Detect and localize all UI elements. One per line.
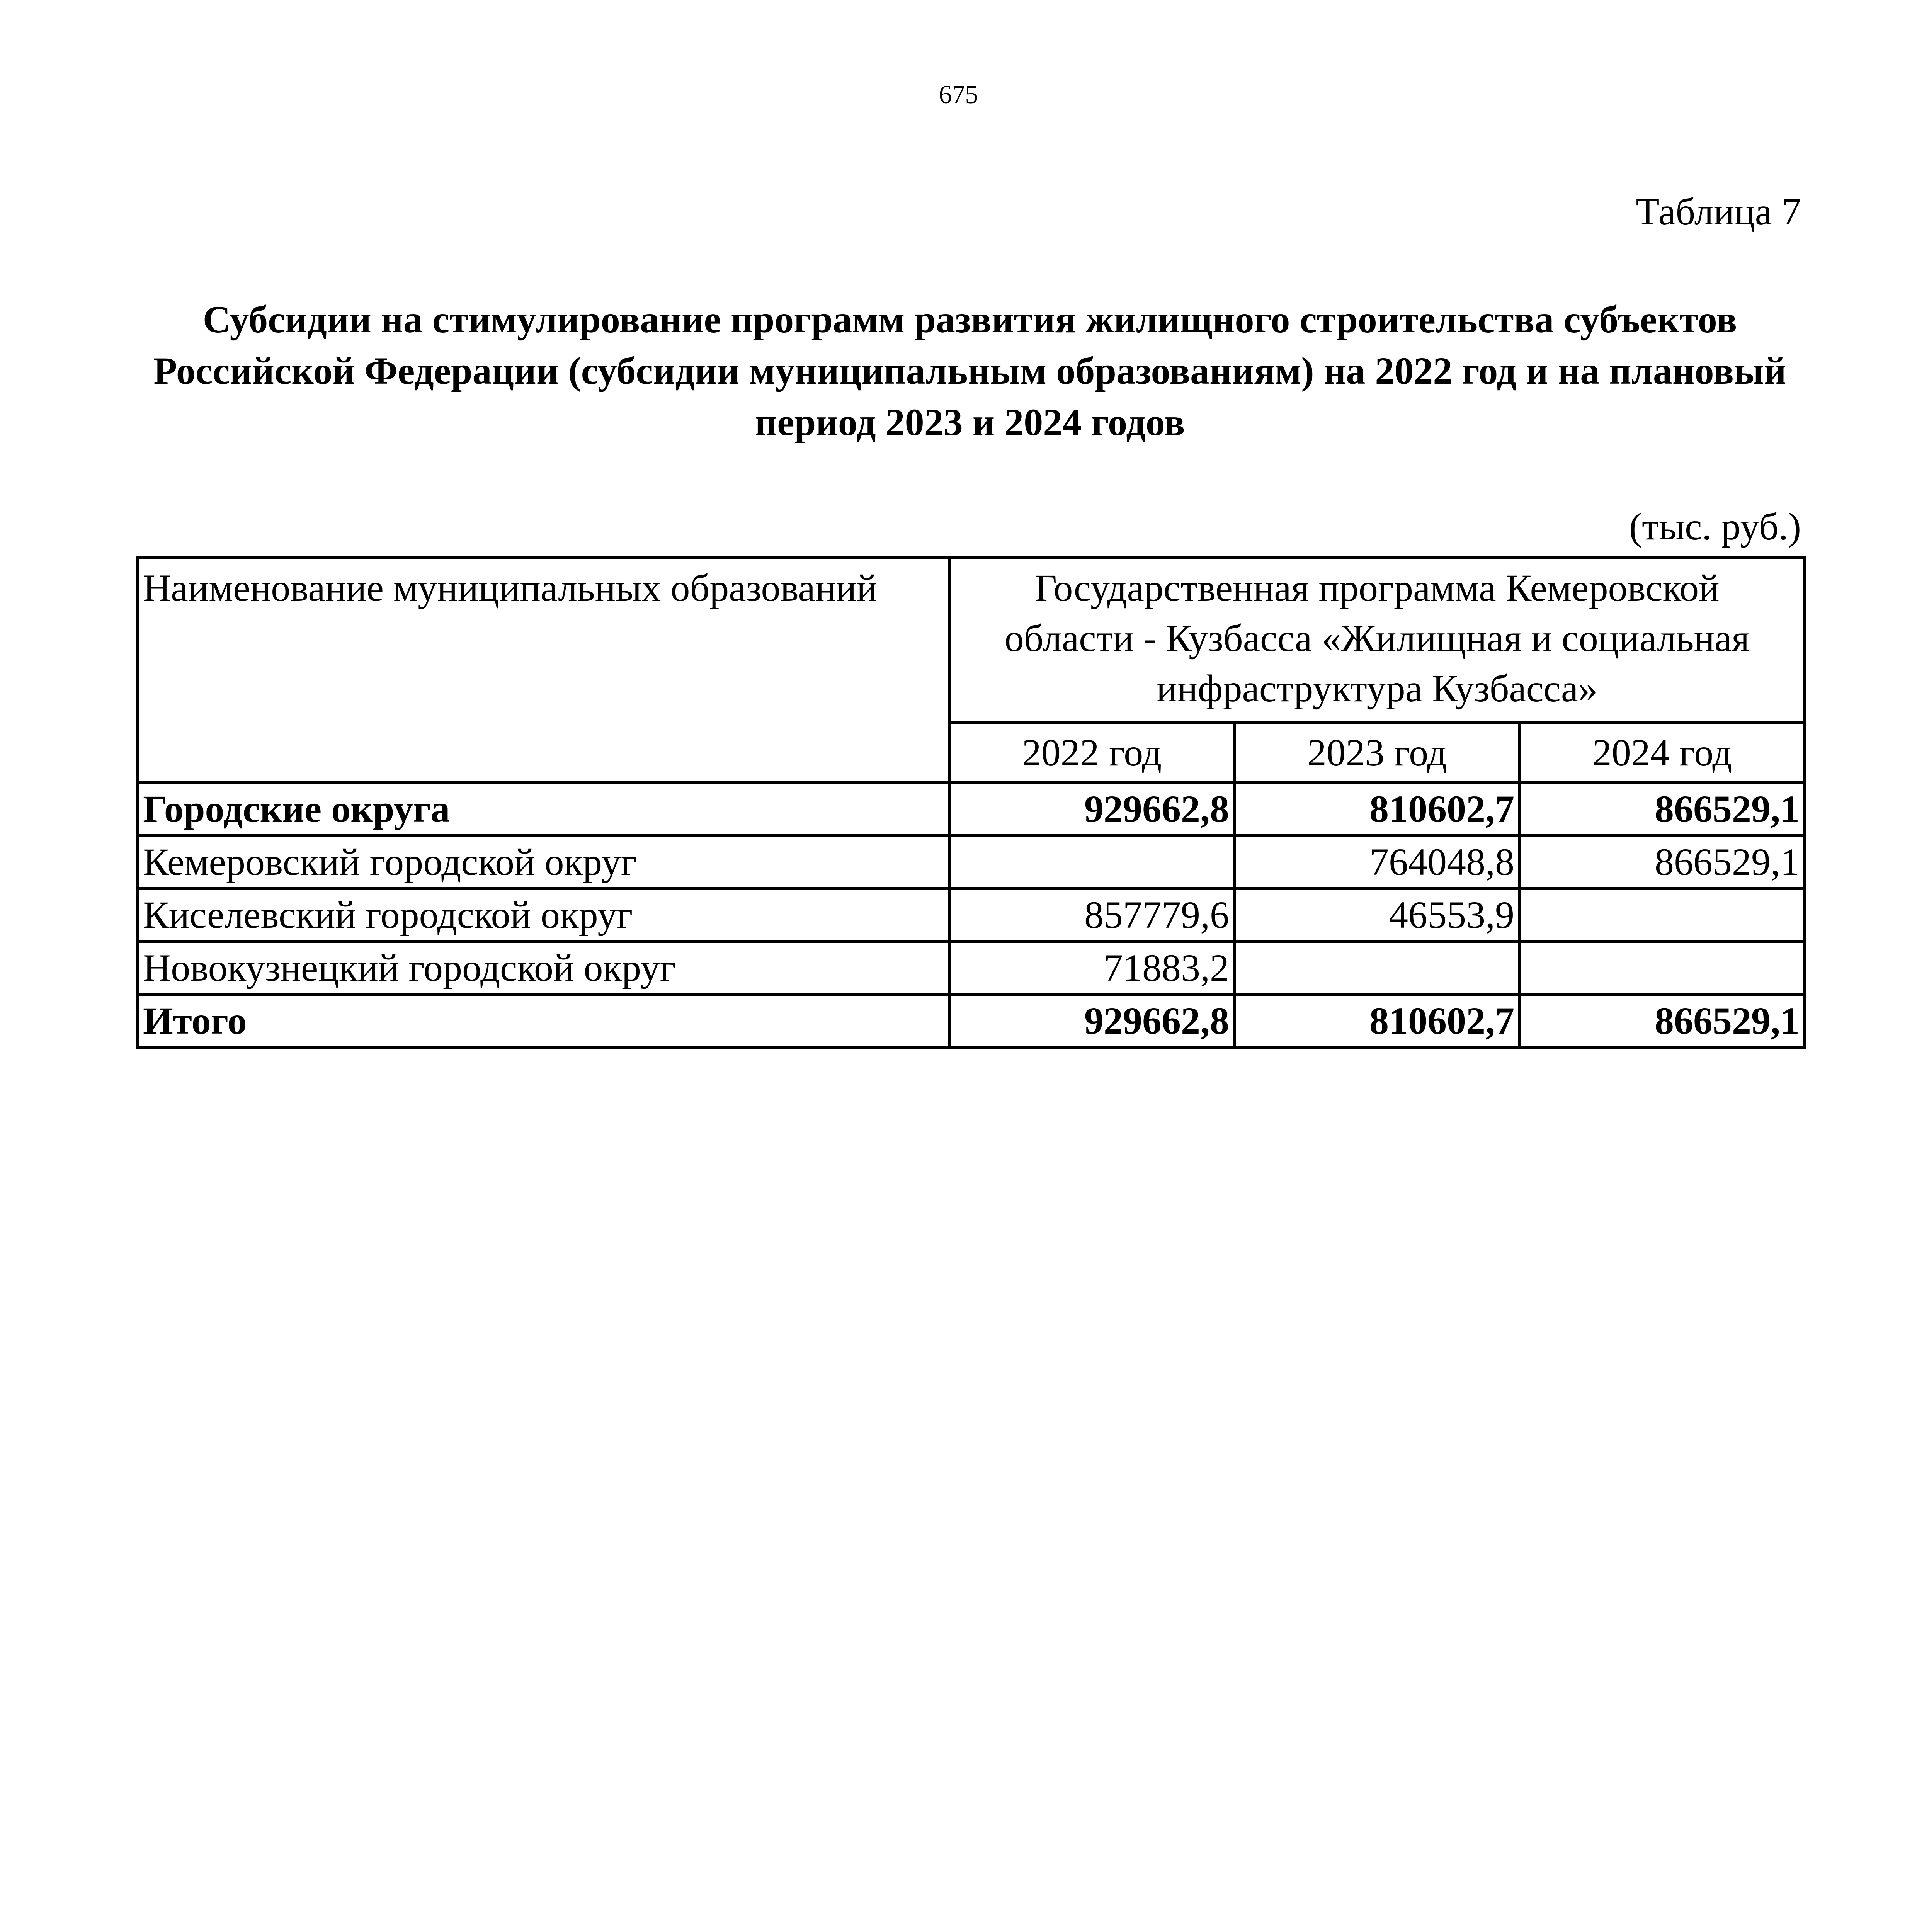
column-header-year-2024: 2024 год	[1520, 723, 1805, 783]
table-row-total	[138, 995, 1805, 1048]
row-name: Новокузнецкий городской округ	[138, 942, 949, 995]
document-title: Субсидии на стимулирование программ развития жилищного строительства субъектов Российской Федерации (субсидии муниципальным образованиям) на 2022 год и на плановый период 2023 и 2024 годов	[153, 298, 1786, 444]
table-row-novokuznetsk	[138, 942, 1805, 995]
column-header-program: Государственная программа Кемеровской области - Кузбасса «Жилищная и социальная инфраструктура Кузбасса»	[949, 558, 1805, 723]
value-2023: 810602,7	[1235, 995, 1520, 1048]
value-2022: 929662,8	[949, 783, 1235, 836]
table-header-row	[138, 558, 1805, 723]
row-name: Итого	[138, 995, 949, 1048]
value-2022: 857779,6	[949, 889, 1235, 942]
value-2022	[949, 836, 1235, 889]
value-2023: 764048,8	[1235, 836, 1520, 889]
table-row-kiselevsk	[138, 889, 1805, 942]
table-row-kemerovo	[138, 836, 1805, 889]
value-2022: 71883,2	[949, 942, 1235, 995]
table-label: Таблица 7	[1636, 190, 1801, 233]
value-2024: 866529,1	[1520, 995, 1805, 1048]
subsidies-table	[136, 556, 1806, 1049]
value-2024: 866529,1	[1520, 783, 1805, 836]
value-2023: 810602,7	[1235, 783, 1520, 836]
column-header-year-2023: 2023 год	[1235, 723, 1520, 783]
column-header-municipality: Наименование муниципальных образований	[138, 558, 949, 783]
value-2022: 929662,8	[949, 995, 1235, 1048]
value-2024: 866529,1	[1520, 836, 1805, 889]
value-2023	[1235, 942, 1520, 995]
units-label: (тыс. руб.)	[1629, 505, 1801, 548]
value-2024	[1520, 889, 1805, 942]
row-name: Киселевский городской округ	[138, 889, 949, 942]
row-name: Кемеровский городской округ	[138, 836, 949, 889]
page-number: 675	[939, 80, 978, 109]
table-row-city-districts	[138, 783, 1805, 836]
row-name: Городские округа	[138, 783, 949, 836]
value-2024	[1520, 942, 1805, 995]
column-header-year-2022: 2022 год	[949, 723, 1235, 783]
value-2023: 46553,9	[1235, 889, 1520, 942]
